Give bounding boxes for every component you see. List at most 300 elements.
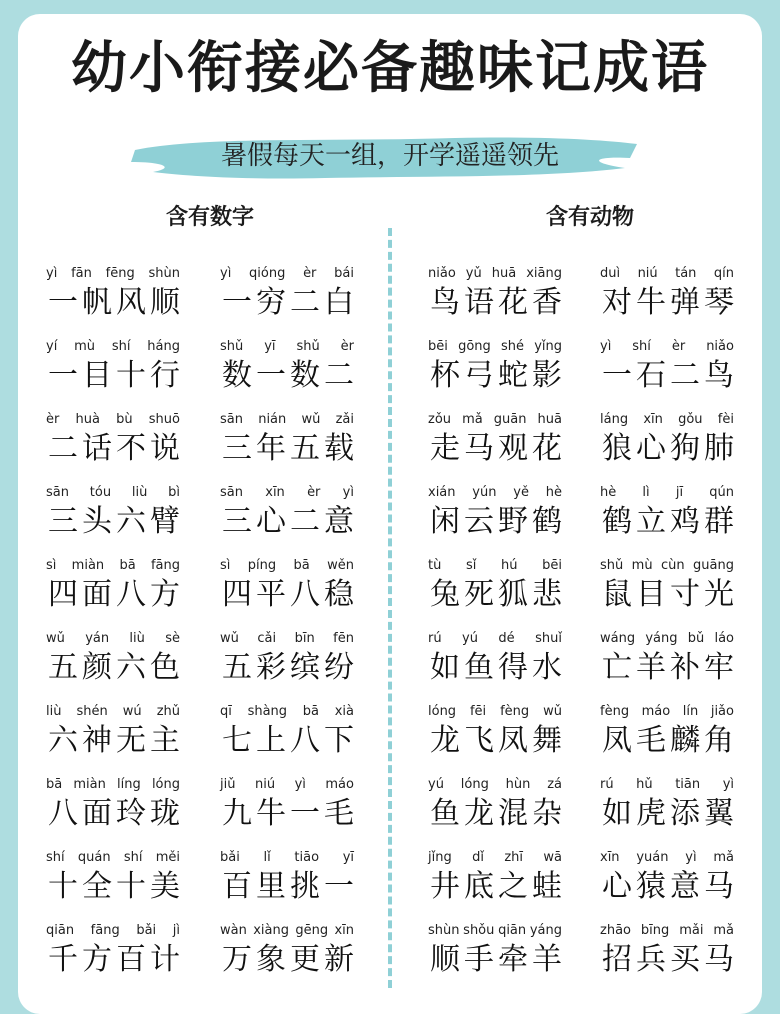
pinyin-syllable: yì [294, 777, 306, 792]
pinyin-syllable: hè [600, 485, 617, 500]
pinyin-syllable: shàng [247, 704, 288, 719]
idiom-item [600, 704, 750, 764]
idiom-pinyin [46, 412, 180, 428]
pinyin-syllable: bā [119, 558, 136, 573]
pinyin-syllable: hú [500, 558, 518, 573]
idiom-characters [46, 868, 182, 906]
pinyin-syllable: cǎi [257, 631, 277, 646]
idiom-character: 三 [222, 431, 252, 466]
idiom-character: 蛙 [532, 869, 562, 904]
idiom-character: 鸟 [704, 358, 734, 393]
pinyin-syllable: duì [600, 266, 621, 281]
pinyin-syllable: máo [325, 777, 354, 792]
idiom-character: 心 [636, 431, 666, 466]
idiom-character: 目 [636, 577, 666, 612]
pinyin-syllable: shé [500, 339, 524, 354]
idiom-characters [428, 503, 564, 541]
pinyin-syllable: bì [168, 485, 180, 500]
idiom-characters [600, 430, 736, 468]
idiom-characters [220, 649, 356, 687]
idiom-character: 之 [498, 869, 528, 904]
idiom-pinyin [220, 339, 354, 355]
idiom-character: 方 [150, 577, 180, 612]
idiom-characters [220, 868, 356, 906]
idiom-characters [220, 795, 356, 833]
idiom-character: 牛 [256, 796, 286, 831]
idiom-character: 角 [704, 723, 734, 758]
idiom-character: 六 [48, 723, 78, 758]
pinyin-syllable: fān [71, 266, 92, 281]
page-title: 幼小衔接必备趣味记成语 [71, 36, 709, 101]
idiom-character: 六 [116, 504, 146, 539]
pinyin-syllable: yí [46, 339, 58, 354]
pinyin-syllable: quán [77, 850, 111, 865]
idiom-character: 翼 [704, 796, 734, 831]
pinyin-syllable: lóng [460, 777, 489, 792]
pinyin-syllable: zǒu [428, 412, 452, 427]
pinyin-syllable: píng [247, 558, 277, 573]
pinyin-syllable: lóng [428, 704, 457, 719]
idiom-character: 不 [116, 431, 146, 466]
idiom-pinyin [220, 704, 354, 720]
section-heading-animals: 含有动物 [545, 205, 634, 230]
idiom-character: 目 [82, 358, 112, 393]
idiom-item [46, 631, 196, 691]
pinyin-syllable: fēng [105, 266, 135, 281]
pinyin-syllable: nián [258, 412, 287, 427]
idiom-pinyin [600, 704, 734, 720]
idiom-pinyin [600, 850, 734, 866]
idiom-character: 添 [670, 796, 700, 831]
idiom-character: 观 [498, 431, 528, 466]
idiom-character: 面 [82, 577, 112, 612]
idiom-character: 挑 [290, 869, 320, 904]
idiom-character: 底 [464, 869, 494, 904]
idiom-character: 主 [150, 723, 180, 758]
pinyin-syllable: qiān [498, 923, 527, 938]
idiom-pinyin [46, 631, 180, 647]
idiom-item [600, 631, 750, 691]
pinyin-syllable: èr [307, 485, 321, 500]
pinyin-syllable: shǒu [463, 923, 495, 938]
pinyin-syllable: xián [428, 485, 456, 500]
idiom-character: 悲 [532, 577, 562, 612]
pinyin-syllable: bīng [640, 923, 670, 938]
idiom-character: 虎 [636, 796, 666, 831]
idiom-pinyin [220, 412, 354, 428]
pinyin-syllable: bā [293, 558, 310, 573]
idiom-character: 狐 [498, 577, 528, 612]
pinyin-syllable: yún [472, 485, 497, 500]
idiom-character: 兔 [430, 577, 460, 612]
pinyin-syllable: shǔ [220, 339, 244, 354]
idiom-characters [600, 284, 736, 322]
idiom-pinyin [46, 704, 180, 720]
idiom-character: 三 [48, 504, 78, 539]
idiom-item [428, 412, 578, 472]
idiom-character: 年 [256, 431, 286, 466]
idiom-pinyin [600, 558, 734, 574]
idiom-character: 蛇 [498, 358, 528, 393]
pinyin-syllable: qiān [46, 923, 75, 938]
idiom-character: 鸟 [430, 285, 460, 320]
idiom-character: 光 [704, 577, 734, 612]
idiom-character: 象 [256, 942, 286, 977]
idiom-item [46, 850, 196, 910]
idiom-character: 牵 [498, 942, 528, 977]
idiom-characters [46, 576, 182, 614]
idiom-characters [600, 722, 736, 760]
pinyin-syllable: lín [682, 704, 699, 719]
idiom-pinyin [220, 631, 354, 647]
idiom-character: 羊 [532, 942, 562, 977]
pinyin-syllable: bǎi [220, 850, 240, 865]
idiom-character: 买 [670, 942, 700, 977]
idiom-character: 二 [290, 285, 320, 320]
idiom-character: 飞 [464, 723, 494, 758]
idiom-character: 混 [498, 796, 528, 831]
pinyin-syllable: yú [462, 631, 478, 646]
pinyin-syllable: yì [600, 339, 612, 354]
idiom-character: 对 [602, 285, 632, 320]
idiom-pinyin [428, 266, 562, 282]
idiom-character: 毛 [324, 796, 354, 831]
pinyin-syllable: mù [74, 339, 96, 354]
pinyin-syllable: xīn [600, 850, 620, 865]
pinyin-syllable: jiǎo [710, 704, 734, 719]
idiom-character: 八 [290, 577, 320, 612]
idiom-item [220, 485, 370, 545]
pinyin-syllable: jì [172, 923, 180, 938]
idiom-character: 石 [636, 358, 666, 393]
pinyin-syllable: èr [46, 412, 60, 427]
pinyin-syllable: xià [334, 704, 354, 719]
idiom-item [46, 266, 196, 326]
idiom-pinyin [220, 485, 354, 501]
idiom-pinyin [46, 777, 180, 793]
idiom-character: 四 [48, 577, 78, 612]
idiom-item [428, 850, 578, 910]
pinyin-syllable: hùn [505, 777, 531, 792]
pinyin-syllable: yì [342, 485, 354, 500]
pinyin-syllable: shí [46, 850, 65, 865]
idiom-character: 琴 [704, 285, 734, 320]
idiom-character: 凤 [498, 723, 528, 758]
pinyin-syllable: mǎ [713, 923, 734, 938]
pinyin-syllable: láng [600, 412, 629, 427]
pinyin-syllable: wàn [220, 923, 247, 938]
idiom-character: 语 [464, 285, 494, 320]
idiom-item [428, 266, 578, 326]
idiom-character: 顺 [150, 285, 180, 320]
idiom-character: 云 [464, 504, 494, 539]
pinyin-syllable: sān [220, 485, 243, 500]
idiom-character: 心 [256, 504, 286, 539]
idiom-item [220, 923, 370, 983]
idiom-pinyin [220, 558, 354, 574]
idiom-pinyin [600, 339, 734, 355]
idiom-characters [220, 430, 356, 468]
idiom-characters [220, 576, 356, 614]
pinyin-syllable: xiāng [526, 266, 562, 281]
pinyin-syllable: shí [111, 339, 131, 354]
pinyin-syllable: guān [493, 412, 527, 427]
idiom-character: 鸡 [670, 504, 700, 539]
idiom-character: 闲 [430, 504, 460, 539]
idiom-item [600, 850, 750, 910]
pinyin-syllable: miàn [73, 777, 106, 792]
idiom-characters [428, 576, 564, 614]
idiom-character: 马 [464, 431, 494, 466]
pinyin-syllable: liù [46, 704, 62, 719]
idiom-character: 面 [82, 796, 112, 831]
pinyin-syllable: èr [303, 266, 317, 281]
idiom-pinyin [428, 923, 562, 939]
pinyin-syllable: wā [543, 850, 562, 865]
pinyin-syllable: niú [254, 777, 276, 792]
pinyin-syllable: hǔ [636, 777, 653, 792]
idiom-item [220, 631, 370, 691]
pinyin-syllable: tóu [89, 485, 112, 500]
pinyin-syllable: shí [123, 850, 143, 865]
section-heading-numbers: 含有数字 [165, 205, 254, 230]
idiom-character: 群 [704, 504, 734, 539]
idiom-character: 无 [116, 723, 146, 758]
idiom-characters [600, 649, 736, 687]
idiom-character: 影 [532, 358, 562, 393]
pinyin-syllable: fēi [469, 704, 487, 719]
idiom-item [220, 777, 370, 837]
idiom-character: 白 [324, 285, 354, 320]
pinyin-syllable: máo [641, 704, 671, 719]
idiom-character: 狼 [602, 431, 632, 466]
pinyin-syllable: yáng [529, 923, 562, 938]
pinyin-syllable: gēng [295, 923, 329, 938]
pinyin-syllable: lǐ [263, 850, 271, 865]
pinyin-syllable: zǎi [335, 412, 354, 427]
idiom-character: 走 [430, 431, 460, 466]
pinyin-syllable: bā [302, 704, 319, 719]
idiom-pinyin [428, 704, 562, 720]
idiom-pinyin [600, 412, 734, 428]
idiom-character: 麟 [670, 723, 700, 758]
idiom-characters [220, 357, 356, 395]
idiom-character: 马 [704, 869, 734, 904]
idiom-pinyin [428, 558, 562, 574]
idiom-character: 说 [150, 431, 180, 466]
idiom-item [46, 558, 196, 618]
idiom-character: 玲 [116, 796, 146, 831]
idiom-character: 五 [48, 650, 78, 685]
idiom-character: 百 [116, 942, 146, 977]
idiom-character: 鼠 [602, 577, 632, 612]
pinyin-syllable: měi [155, 850, 180, 865]
pinyin-syllable: háng [147, 339, 180, 354]
pinyin-syllable: yuán [636, 850, 669, 865]
idiom-character: 缤 [290, 650, 320, 685]
idiom-pinyin [428, 339, 562, 355]
idiom-character: 弓 [464, 358, 494, 393]
idiom-item [220, 704, 370, 764]
idiom-item [428, 339, 578, 399]
idiom-character: 平 [256, 577, 286, 612]
pinyin-syllable: liù [129, 631, 145, 646]
pinyin-syllable: zhī [504, 850, 523, 865]
idiom-characters [428, 284, 564, 322]
idiom-character: 计 [150, 942, 180, 977]
pinyin-syllable: yú [428, 777, 444, 792]
idiom-pinyin [428, 777, 562, 793]
pinyin-syllable: mù [631, 558, 653, 573]
idiom-pinyin [600, 923, 734, 939]
idiom-character: 香 [532, 285, 562, 320]
idiom-character: 舞 [532, 723, 562, 758]
pinyin-syllable: yǔ [465, 266, 482, 281]
pinyin-syllable: niǎo [428, 266, 456, 281]
pinyin-syllable: zhǔ [156, 704, 180, 719]
idiom-character: 招 [602, 942, 632, 977]
idiom-character: 鹤 [602, 504, 632, 539]
pinyin-syllable: lì [642, 485, 650, 500]
idiom-item [46, 923, 196, 983]
pinyin-syllable: tiāo [294, 850, 320, 865]
idiom-pinyin [46, 266, 180, 282]
idiom-character: 猿 [636, 869, 666, 904]
idiom-character: 杯 [430, 358, 460, 393]
idiom-item [220, 339, 370, 399]
idiom-character: 五 [222, 650, 252, 685]
pinyin-syllable: miàn [71, 558, 105, 573]
idiom-characters [46, 284, 182, 322]
pinyin-syllable: tiān [675, 777, 701, 792]
idiom-character: 穷 [256, 285, 286, 320]
idiom-character: 十 [116, 869, 146, 904]
idiom-character: 凤 [602, 723, 632, 758]
pinyin-syllable: qióng [249, 266, 286, 281]
idiom-character: 百 [222, 869, 252, 904]
idiom-character: 八 [290, 723, 320, 758]
pinyin-syllable: wěn [327, 558, 354, 573]
pinyin-syllable: zhāo [600, 923, 631, 938]
idiom-characters [46, 649, 182, 687]
idiom-character: 一 [48, 358, 78, 393]
idiom-pinyin [46, 485, 180, 501]
idiom-character: 寸 [670, 577, 700, 612]
pinyin-syllable: láo [714, 631, 734, 646]
idiom-character: 死 [464, 577, 494, 612]
idiom-character: 顺 [430, 942, 460, 977]
idiom-character: 帆 [82, 285, 112, 320]
idiom-character: 方 [82, 942, 112, 977]
idiom-character: 行 [150, 358, 180, 393]
idiom-item [220, 412, 370, 472]
pinyin-syllable: qín [713, 266, 734, 281]
idiom-character: 稳 [324, 577, 354, 612]
idiom-character: 心 [602, 869, 632, 904]
pinyin-syllable: fāng [90, 923, 120, 938]
idiom-item [600, 923, 750, 983]
idiom-character: 珑 [150, 796, 180, 831]
pinyin-syllable: shùn [148, 266, 180, 281]
idiom-character: 话 [82, 431, 112, 466]
idiom-character: 纷 [324, 650, 354, 685]
pinyin-syllable: jǐng [428, 850, 452, 865]
idiom-character: 数 [290, 358, 320, 393]
idiom-pinyin [600, 631, 734, 647]
pinyin-syllable: fāng [150, 558, 180, 573]
idiom-character: 毛 [636, 723, 666, 758]
idiom-item [600, 412, 750, 472]
idiom-item [428, 485, 578, 545]
pinyin-syllable: wǔ [46, 631, 65, 646]
idiom-character: 一 [290, 796, 320, 831]
idiom-character: 狗 [670, 431, 700, 466]
pinyin-syllable: bǎi [136, 923, 157, 938]
pinyin-syllable: sì [46, 558, 57, 573]
pinyin-syllable: xīn [334, 923, 354, 938]
pinyin-syllable: yě [513, 485, 529, 500]
pinyin-syllable: gǒu [678, 412, 703, 427]
idiom-character: 更 [290, 942, 320, 977]
pinyin-syllable: fèng [600, 704, 630, 719]
section-divider [388, 228, 392, 988]
idiom-item [600, 339, 750, 399]
pinyin-syllable: rú [600, 777, 614, 792]
idiom-character: 里 [256, 869, 286, 904]
pinyin-syllable: mǎ [713, 850, 734, 865]
idiom-item [220, 558, 370, 618]
idiom-item [428, 558, 578, 618]
idiom-character: 花 [532, 431, 562, 466]
pinyin-syllable: xiàng [253, 923, 289, 938]
idiom-character: 九 [222, 796, 252, 831]
pinyin-syllable: lóng [151, 777, 180, 792]
idiom-character: 三 [222, 504, 252, 539]
idiom-character: 兵 [636, 942, 666, 977]
pinyin-syllable: sǐ [465, 558, 477, 573]
idiom-characters [220, 941, 356, 979]
idiom-character: 花 [498, 285, 528, 320]
pinyin-syllable: dǐ [472, 850, 484, 865]
idiom-character: 一 [324, 869, 354, 904]
idiom-characters [46, 795, 182, 833]
idiom-item [220, 850, 370, 910]
idiom-character: 新 [324, 942, 354, 977]
idiom-character: 牛 [636, 285, 666, 320]
idiom-item [428, 777, 578, 837]
pinyin-syllable: fèi [717, 412, 734, 427]
idiom-character: 五 [290, 431, 320, 466]
idiom-pinyin [220, 923, 354, 939]
idiom-characters [46, 941, 182, 979]
pinyin-syllable: jī [675, 485, 684, 500]
idiom-character: 千 [48, 942, 78, 977]
pinyin-syllable: bǔ [687, 631, 705, 646]
pinyin-syllable: shùn [428, 923, 460, 938]
pinyin-syllable: bā [46, 777, 63, 792]
idiom-pinyin [428, 631, 562, 647]
idiom-characters [428, 795, 564, 833]
pinyin-syllable: shǔ [600, 558, 624, 573]
idiom-character: 鱼 [430, 796, 460, 831]
idiom-character: 载 [324, 431, 354, 466]
pinyin-syllable: sè [165, 631, 180, 646]
idiom-character: 羊 [636, 650, 666, 685]
idiom-characters [600, 576, 736, 614]
pinyin-syllable: líng [117, 777, 141, 792]
idiom-pinyin [428, 850, 562, 866]
pinyin-syllable: bēi [428, 339, 448, 354]
